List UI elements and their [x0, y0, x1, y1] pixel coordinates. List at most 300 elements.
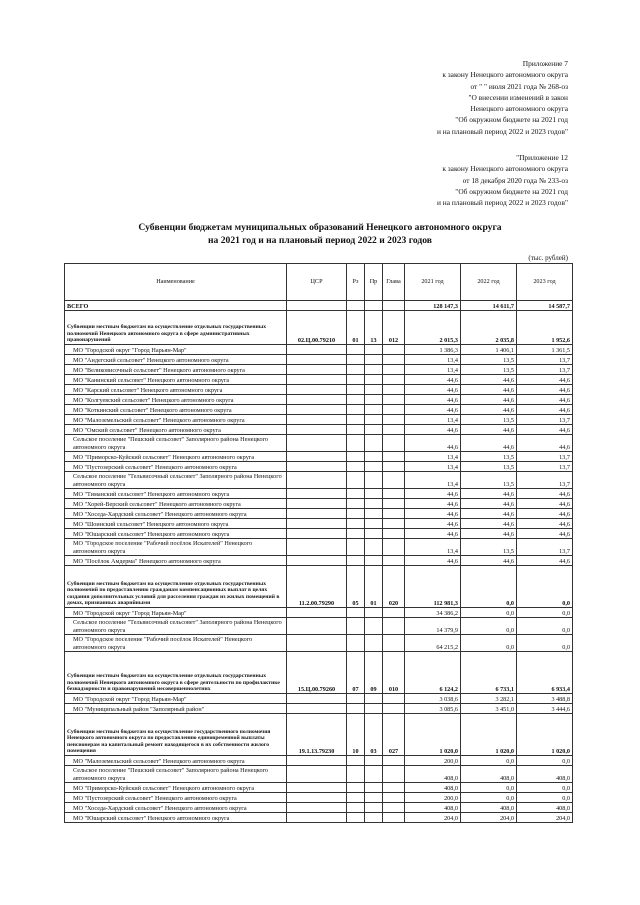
section-row	[65, 566, 573, 608]
table-row	[65, 385, 573, 395]
cell-y2023: 14 587,7	[517, 301, 573, 311]
cell-glava	[383, 489, 405, 499]
cell-pr: 01	[365, 566, 383, 608]
cell-name: МО "Хоседа-Хардский сельсовет" Ненецкого автономного округа	[65, 509, 287, 519]
cell-csr	[287, 635, 347, 652]
table-row	[65, 608, 573, 618]
cell-y2023: 13,7	[517, 472, 573, 489]
cell-glava	[383, 793, 405, 803]
cell-csr	[287, 345, 347, 355]
cell-pr	[365, 405, 383, 415]
cell-csr: 11.2.00.79290	[287, 566, 347, 608]
cell-glava	[383, 704, 405, 714]
cell-name: МО "Коткинский сельсовет" Ненецкого автономного округа	[65, 405, 287, 415]
cell-y2021: 44,6	[405, 556, 461, 566]
subventions-table	[64, 263, 573, 823]
cell-csr	[287, 365, 347, 375]
cell-name: Субвенции местным бюджетам на осуществление государственного полномочия Ненецкого автономного округа по предоставлению единовременной выплаты пенсионерам на капитальный ремонт находящегося в их собственности жилого помещения	[65, 714, 287, 756]
total-row	[65, 301, 573, 311]
table-row	[65, 489, 573, 499]
cell-name: МО "Шоинский сельсовет" Ненецкого автономного округа	[65, 519, 287, 529]
table-row	[65, 425, 573, 435]
cell-name: МО "Тиманский сельсовет" Ненецкого автономного округа	[65, 489, 287, 499]
cell-y2021: 44,6	[405, 529, 461, 539]
cell-csr	[287, 425, 347, 435]
cell-glava	[383, 635, 405, 652]
cell-rz	[347, 375, 365, 385]
cell-name: МО "Колгуевский сельсовет" Ненецкого автономного округа	[65, 395, 287, 405]
header-line: к закону Ненецкого автономного округа	[442, 70, 568, 80]
cell-csr: 15.Ц.00.79260	[287, 652, 347, 694]
cell-y2021: 13,4	[405, 452, 461, 462]
table-row	[65, 452, 573, 462]
header-line: от " " июля 2021 года № 268-оз	[470, 81, 568, 91]
cell-y2023: 44,6	[517, 509, 573, 519]
cell-name: МО "Городской округ "Город Нарьян-Мар"	[65, 345, 287, 355]
cell-glava	[383, 385, 405, 395]
table-row	[65, 756, 573, 766]
document-title	[0, 222, 640, 247]
cell-pr	[365, 529, 383, 539]
cell-y2023: 44,6	[517, 556, 573, 566]
cell-y2022: 204,0	[461, 813, 517, 823]
cell-y2023: 13,7	[517, 452, 573, 462]
cell-y2023: 44,6	[517, 529, 573, 539]
cell-y2022: 408,0	[461, 803, 517, 813]
cell-pr: 03	[365, 714, 383, 756]
cell-y2023: 1 020,0	[517, 714, 573, 756]
cell-name: МО "Городское поселение "Рабочий посёлок Искателей" Ненецкого автономного округа	[65, 635, 287, 652]
cell-glava	[383, 452, 405, 462]
table-row	[65, 803, 573, 813]
cell-csr	[287, 704, 347, 714]
cell-name: МО "Юшарский сельсовет" Ненецкого автономного округа	[65, 813, 287, 823]
cell-y2021: 1 386,3	[405, 345, 461, 355]
cell-glava	[383, 425, 405, 435]
cell-glava	[383, 803, 405, 813]
cell-rz: 01	[347, 311, 365, 345]
cell-rz	[347, 756, 365, 766]
cell-name: Субвенции местным бюджетам на осуществление отдельных государственных полномочий Ненецкого автономного округа в сфере административных правонарушений	[65, 311, 287, 345]
cell-csr	[287, 462, 347, 472]
section-row	[65, 311, 573, 345]
cell-y2022: 408,0	[461, 766, 517, 783]
cell-rz	[347, 783, 365, 793]
cell-y2022: 44,6	[461, 435, 517, 452]
cell-csr	[287, 813, 347, 823]
cell-y2023: 0,0	[517, 635, 573, 652]
cell-name: МО "Канинский сельсовет" Ненецкого автономного округа	[65, 375, 287, 385]
cell-rz	[347, 425, 365, 435]
col-header-name: Наименование	[65, 264, 287, 301]
col-header-csr: ЦСР	[287, 264, 347, 301]
cell-glava	[383, 355, 405, 365]
cell-y2023: 1 361,5	[517, 345, 573, 355]
cell-rz	[347, 385, 365, 395]
table-row	[65, 355, 573, 365]
cell-y2021: 408,0	[405, 783, 461, 793]
cell-y2023: 44,6	[517, 519, 573, 529]
cell-y2022: 13,5	[461, 462, 517, 472]
cell-rz	[347, 803, 365, 813]
cell-rz	[347, 813, 365, 823]
cell-glava	[383, 529, 405, 539]
header-line: Приложение 7	[522, 59, 568, 68]
cell-y2021: 44,6	[405, 405, 461, 415]
cell-pr	[365, 365, 383, 375]
cell-glava	[383, 395, 405, 405]
cell-y2023: 44,6	[517, 425, 573, 435]
cell-csr	[287, 405, 347, 415]
cell-pr	[365, 608, 383, 618]
section-row	[65, 652, 573, 694]
cell-name: МО "Городской округ "Город Нарьян-Мар"	[65, 608, 287, 618]
cell-rz: 05	[347, 566, 365, 608]
cell-y2023: 44,6	[517, 435, 573, 452]
cell-rz	[347, 529, 365, 539]
cell-name: МО "Городское поселение "Рабочий посёлок Искателей" Ненецкого автономного округа	[65, 539, 287, 556]
col-header-2021: 2021 год	[405, 264, 461, 301]
cell-glava	[383, 435, 405, 452]
cell-name: Сельское поселение "Тельвисочный сельсовет" Заполярного района Ненецкого автономного округа	[65, 618, 287, 635]
header-appendix-12	[437, 152, 568, 208]
col-header-2023: 2023 год	[517, 264, 573, 301]
cell-glava	[383, 472, 405, 489]
cell-y2021: 13,4	[405, 539, 461, 556]
cell-y2023: 0,0	[517, 783, 573, 793]
cell-csr	[287, 375, 347, 385]
title-line-2: на 2021 год и на плановый период 2022 и 2023 годов	[208, 234, 432, 246]
cell-name: Субвенции местным бюджетам на осуществление отдельных государственных полномочий Ненецкого автономного округа в сфере деятельности по профилактике безнадзорности и правонарушений несовершеннолетних	[65, 652, 287, 694]
cell-pr	[365, 489, 383, 499]
cell-y2021: 13,4	[405, 472, 461, 489]
header-line: и на плановый период 2022 и 2023 годов"	[436, 198, 568, 208]
cell-rz	[347, 365, 365, 375]
cell-y2022: 0,0	[461, 608, 517, 618]
header-appendix-7	[437, 58, 568, 137]
cell-y2021: 44,6	[405, 375, 461, 385]
cell-rz	[347, 472, 365, 489]
cell-glava	[383, 618, 405, 635]
cell-y2023: 204,0	[517, 813, 573, 823]
table-row	[65, 472, 573, 489]
cell-pr	[365, 694, 383, 704]
cell-y2023: 408,0	[517, 766, 573, 783]
col-header-rz: Рз	[347, 264, 365, 301]
cell-pr	[365, 385, 383, 395]
cell-y2021: 200,0	[405, 756, 461, 766]
table-row	[65, 395, 573, 405]
cell-pr	[365, 415, 383, 425]
cell-y2022: 0,0	[461, 618, 517, 635]
cell-y2021: 112 981,3	[405, 566, 461, 608]
cell-csr	[287, 355, 347, 365]
cell-y2023: 3 444,6	[517, 704, 573, 714]
cell-pr	[365, 803, 383, 813]
cell-rz	[347, 556, 365, 566]
cell-y2023: 408,0	[517, 803, 573, 813]
cell-y2021: 3 038,6	[405, 694, 461, 704]
cell-rz	[347, 415, 365, 425]
table-row	[65, 519, 573, 529]
cell-rz	[347, 704, 365, 714]
cell-pr	[365, 813, 383, 823]
cell-name: МО "Пустозерский сельсовет" Ненецкого автономного округа	[65, 462, 287, 472]
cell-pr	[365, 395, 383, 405]
table-row	[65, 556, 573, 566]
cell-csr	[287, 489, 347, 499]
cell-glava: 012	[383, 311, 405, 345]
cell-csr	[287, 803, 347, 813]
cell-y2021: 6 124,2	[405, 652, 461, 694]
table-row	[65, 635, 573, 652]
cell-name: МО "Великовисочный сельсовет" Ненецкого автономного округа	[65, 365, 287, 375]
cell-y2022: 44,6	[461, 405, 517, 415]
cell-rz	[347, 519, 365, 529]
cell-glava	[383, 499, 405, 509]
cell-glava	[383, 405, 405, 415]
cell-csr	[287, 519, 347, 529]
col-header-2022: 2022 год	[461, 264, 517, 301]
cell-glava	[383, 766, 405, 783]
col-header-glava: Главa	[383, 264, 405, 301]
cell-rz	[347, 694, 365, 704]
cell-y2021: 2 015,3	[405, 311, 461, 345]
table-row	[65, 793, 573, 803]
cell-y2023: 0,0	[517, 618, 573, 635]
cell-csr	[287, 499, 347, 509]
header-line: "Приложение 12	[516, 153, 568, 162]
cell-glava	[383, 519, 405, 529]
cell-y2021: 3 085,6	[405, 704, 461, 714]
cell-name: Сельское поселение "Пешский сельсовет" Заполярного района Ненецкого автономного округа	[65, 766, 287, 783]
cell-name: МО "Пустозерский сельсовет" Ненецкого автономного округа	[65, 793, 287, 803]
cell-name: МО "Хорей-Верский сельсовет" Ненецкого автономного округа	[65, 499, 287, 509]
cell-csr	[287, 756, 347, 766]
cell-glava	[383, 365, 405, 375]
cell-y2022: 13,5	[461, 539, 517, 556]
cell-y2023: 13,7	[517, 462, 573, 472]
cell-pr	[365, 519, 383, 529]
cell-name: МО "Омский сельсовет" Ненецкого автономного округа	[65, 425, 287, 435]
cell-glava	[383, 783, 405, 793]
cell-pr	[365, 704, 383, 714]
cell-rz	[347, 355, 365, 365]
cell-pr	[365, 766, 383, 783]
cell-pr	[365, 425, 383, 435]
cell-y2023: 0,0	[517, 793, 573, 803]
cell-rz	[347, 435, 365, 452]
cell-glava: 027	[383, 714, 405, 756]
cell-y2023: 44,6	[517, 375, 573, 385]
cell-name: МО "Юшарский сельсовет" Ненецкого автономного округа	[65, 529, 287, 539]
cell-glava	[383, 462, 405, 472]
title-line-1: Субвенции бюджетам муниципальных образований Ненецкого автономного округа	[138, 222, 502, 233]
cell-rz	[347, 539, 365, 556]
header-line: "О внесении изменений в закон	[468, 92, 568, 102]
cell-y2023: 44,6	[517, 489, 573, 499]
table-row	[65, 618, 573, 635]
cell-y2021: 44,6	[405, 519, 461, 529]
cell-y2023: 44,6	[517, 395, 573, 405]
cell-csr	[287, 793, 347, 803]
cell-name: МО "Приморско-Куйский сельсовет" Ненецкого автономного округа	[65, 783, 287, 793]
cell-y2021: 200,0	[405, 793, 461, 803]
cell-csr	[287, 301, 347, 311]
header-line: и на плановый период 2022 и 2023 годов"	[436, 126, 568, 136]
cell-y2021: 13,4	[405, 415, 461, 425]
header-line: к закону Ненецкого автономного округа	[442, 164, 568, 174]
cell-pr	[365, 472, 383, 489]
cell-y2023: 13,7	[517, 365, 573, 375]
table-row	[65, 813, 573, 823]
cell-name: МО "Малоземельский сельсовет" Ненецкого автономного округа	[65, 415, 287, 425]
cell-glava	[383, 415, 405, 425]
table-row	[65, 766, 573, 783]
table-header-row	[65, 264, 573, 301]
header-line: Ненецкого автономного округа	[470, 104, 568, 114]
cell-csr	[287, 766, 347, 783]
cell-y2023: 13,7	[517, 539, 573, 556]
cell-pr	[365, 756, 383, 766]
table-row	[65, 365, 573, 375]
cell-pr	[365, 539, 383, 556]
cell-y2022: 0,0	[461, 635, 517, 652]
cell-y2022: 1 020,0	[461, 714, 517, 756]
cell-y2022: 3 451,0	[461, 704, 517, 714]
col-header-pr: Пр	[365, 264, 383, 301]
cell-y2022: 13,5	[461, 365, 517, 375]
cell-y2021: 44,6	[405, 425, 461, 435]
cell-y2023: 0,0	[517, 566, 573, 608]
cell-rz	[347, 452, 365, 462]
header-line: от 18 декабря 2020 года № 233-оз	[462, 175, 568, 185]
cell-y2023: 13,7	[517, 355, 573, 365]
cell-y2021: 13,4	[405, 462, 461, 472]
cell-y2022: 0,0	[461, 756, 517, 766]
cell-name: Сельское поселение "Пешский сельсовет" Заполярного района Ненецкого автономного округа	[65, 435, 287, 452]
cell-name: МО "Андегский сельсовет" Ненецкого автономного округа	[65, 355, 287, 365]
cell-y2021: 13,4	[405, 355, 461, 365]
cell-csr	[287, 435, 347, 452]
cell-y2022: 14 611,7	[461, 301, 517, 311]
cell-y2022: 0,0	[461, 793, 517, 803]
cell-rz	[347, 499, 365, 509]
cell-csr	[287, 415, 347, 425]
table-row	[65, 345, 573, 355]
cell-name: ВСЕГО	[65, 301, 287, 311]
cell-y2021: 13,4	[405, 365, 461, 375]
cell-csr	[287, 385, 347, 395]
cell-rz	[347, 793, 365, 803]
cell-pr	[365, 345, 383, 355]
cell-glava: 020	[383, 566, 405, 608]
cell-rz	[347, 608, 365, 618]
cell-pr: 13	[365, 311, 383, 345]
cell-y2021: 1 020,0	[405, 714, 461, 756]
cell-rz	[347, 618, 365, 635]
cell-csr: 02.Ц.00.79210	[287, 311, 347, 345]
cell-y2022: 44,6	[461, 395, 517, 405]
units-label: (тыс. рублей)	[528, 254, 568, 262]
cell-glava	[383, 301, 405, 311]
cell-y2021: 64 215,2	[405, 635, 461, 652]
cell-name: МО "Приморско-Куйский сельсовет" Ненецкого автономного округа	[65, 452, 287, 462]
cell-y2021: 14 379,9	[405, 618, 461, 635]
cell-name: МО "Карский сельсовет" Ненецкого автономного округа	[65, 385, 287, 395]
cell-pr	[365, 509, 383, 519]
cell-csr	[287, 509, 347, 519]
cell-rz	[347, 635, 365, 652]
cell-y2021: 408,0	[405, 803, 461, 813]
cell-pr	[365, 635, 383, 652]
cell-pr	[365, 355, 383, 365]
cell-glava	[383, 756, 405, 766]
cell-y2021: 128 147,3	[405, 301, 461, 311]
cell-glava: 010	[383, 652, 405, 694]
cell-pr	[365, 783, 383, 793]
cell-y2022: 44,6	[461, 519, 517, 529]
cell-csr	[287, 694, 347, 704]
cell-rz	[347, 395, 365, 405]
table-row	[65, 405, 573, 415]
cell-glava	[383, 608, 405, 618]
cell-csr	[287, 395, 347, 405]
table-row	[65, 375, 573, 385]
cell-name: МО "Посёлок Амдерма" Ненецкого автономного округа	[65, 556, 287, 566]
cell-rz	[347, 345, 365, 355]
table-row	[65, 783, 573, 793]
cell-y2022: 0,0	[461, 783, 517, 793]
cell-glava	[383, 345, 405, 355]
cell-y2022: 44,6	[461, 385, 517, 395]
table-row	[65, 499, 573, 509]
cell-rz	[347, 405, 365, 415]
cell-y2022: 13,5	[461, 415, 517, 425]
table-row	[65, 694, 573, 704]
cell-csr	[287, 452, 347, 462]
table-row	[65, 462, 573, 472]
table-row	[65, 509, 573, 519]
table-row	[65, 529, 573, 539]
cell-y2023: 44,6	[517, 385, 573, 395]
cell-y2022: 6 733,1	[461, 652, 517, 694]
cell-name: МО "Городской округ "Город Нарьян-Мар"	[65, 694, 287, 704]
cell-name: Сельское поселение "Тельвисочный сельсовет" Заполярного района Ненецкого автономного округа	[65, 472, 287, 489]
cell-csr	[287, 783, 347, 793]
cell-name: МО "Хоседа-Хардский сельсовет" Ненецкого автономного округа	[65, 803, 287, 813]
cell-y2023: 13,7	[517, 415, 573, 425]
cell-csr	[287, 529, 347, 539]
header-line: "Об окружном бюджете на 2021 год	[455, 186, 568, 196]
cell-y2022: 1 406,1	[461, 345, 517, 355]
table-row	[65, 539, 573, 556]
header-line: "Об окружном бюджете на 2021 год	[455, 115, 568, 125]
cell-y2022: 44,6	[461, 425, 517, 435]
cell-rz	[347, 509, 365, 519]
cell-rz	[347, 462, 365, 472]
cell-y2022: 44,6	[461, 509, 517, 519]
cell-glava	[383, 375, 405, 385]
cell-y2022: 3 282,1	[461, 694, 517, 704]
cell-pr: 09	[365, 652, 383, 694]
cell-csr	[287, 556, 347, 566]
cell-y2021: 44,6	[405, 435, 461, 452]
cell-y2022: 44,6	[461, 499, 517, 509]
cell-glava	[383, 694, 405, 704]
cell-y2022: 44,6	[461, 375, 517, 385]
cell-y2021: 34 386,2	[405, 608, 461, 618]
